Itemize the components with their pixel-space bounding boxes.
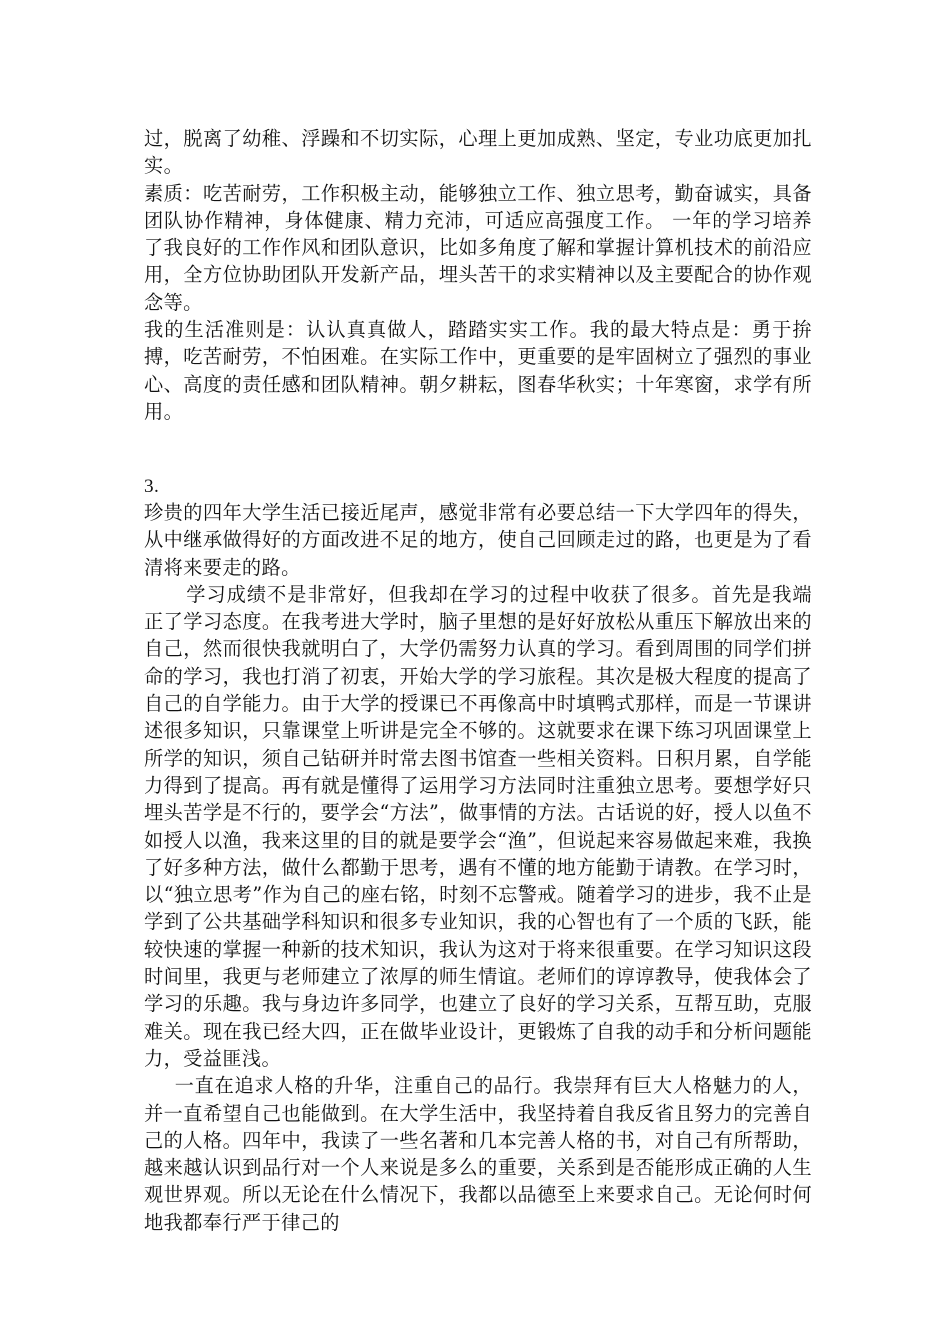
paragraph-qualities: 素质：吃苦耐劳，工作积极主动，能够独立工作、独立思考，勤奋诚实，具备团队协作精神，身体健康、精力充沛，可适应高强度工作。 一年的学习培养了我良好的工作作风和团队意识，比如多角度了解和掌握计算机技术的前沿应用，全方位协助团队开发新产品，埋头苦干的求实精神以及主要配合的协作观念等。 — [144, 181, 812, 314]
top-text-block — [144, 125, 812, 425]
paragraph-life-principles: 我的生活准则是：认认真真做人，踏踏实实工作。我的最大特点是：勇于拚搏，吃苦耐劳，不怕困难。在实际工作中，更重要的是牢固树立了强烈的事业心、高度的责任感和团队精神。朝夕耕耘，图春华秋实；十年寒窗，求学有所用。 — [144, 318, 812, 423]
paragraph-continuation: 过，脱离了幼稚、浮躁和不切实际，心理上更加成熟、坚定，专业功底更加扎实。 — [144, 127, 812, 178]
paragraph-character: 一直在追求人格的升华，注重自己的品行。我崇拜有巨大人格魅力的人，并一直希望自己也能做到。在大学生活中，我坚持着自我反省且努力的完善自己的人格。四年中，我读了一些名著和几本完善人格的书，对自己有所帮助，越来越认识到品行对一个人来说是多么的重要，关系到是否能形成正确的人生观世界观。所以无论在什么情况下，我都以品德至上来要求自己。无论何时何地我都奉行严于律己的 — [144, 1074, 812, 1234]
paragraph-intro: 珍贵的四年大学生活已接近尾声，感觉非常有必要总结一下大学四年的得失，从中继承做得好的方面改进不足的地方，使自己回顾走过的路，也更是为了看清将来要走的路。 — [144, 501, 812, 579]
section-number: 3. — [144, 476, 160, 497]
paragraph-study: 学习成绩不是非常好，但我却在学习的过程中收获了很多。首先是我端正了学习态度。在我考进大学时，脑子里想的是好好放松从重压下解放出来的自己，然而很快我就明白了，大学仍需努力认真的学习。看到周围的同学们拼命的学习，我也打消了初衷，开始大学的学习旅程。其次是极大程度的提高了自己的自学能力。由于大学的授课已不再像高中时填鸭式那样，而是一节课讲述很多知识，只靠课堂上听讲是完全不够的。这就要求在课下练习巩固课堂上所学的知识，须自己钻研并时常去图书馆查一些相关资料。日积月累，自学能力得到了提高。再有就是懂得了运用学习方法同时注重独立思考。要想学好只埋头苦学是不行的，要学会“方法”，做事情的方法。古话说的好，授人以鱼不如授人以渔，我来这里的目的就是要学会“渔”，但说起来容易做起来难，我换了好多种方法，做什么都勤于思考，遇有不懂的地方能勤于请教。在学习时，以“独立思考”作为自己的座右铭，时刻不忘警戒。随着学习的进步，我不止是学到了公共基础学科知识和很多专业知识，我的心智也有了一个质的飞跃，能较快速的掌握一种新的技术知识，我认为这对于将来很重要。在学习知识这段时间里，我更与老师建立了浓厚的师生情谊。老师们的谆谆教导，使我体会了学习的乐趣。我与身边许多同学，也建立了良好的学习关系，互帮互助，克服难关。现在我已经大四，正在做毕业设计，更锻炼了自我的动手和分析问题能力，受益匪浅。 — [144, 582, 812, 1070]
section-3-block — [144, 475, 812, 1236]
